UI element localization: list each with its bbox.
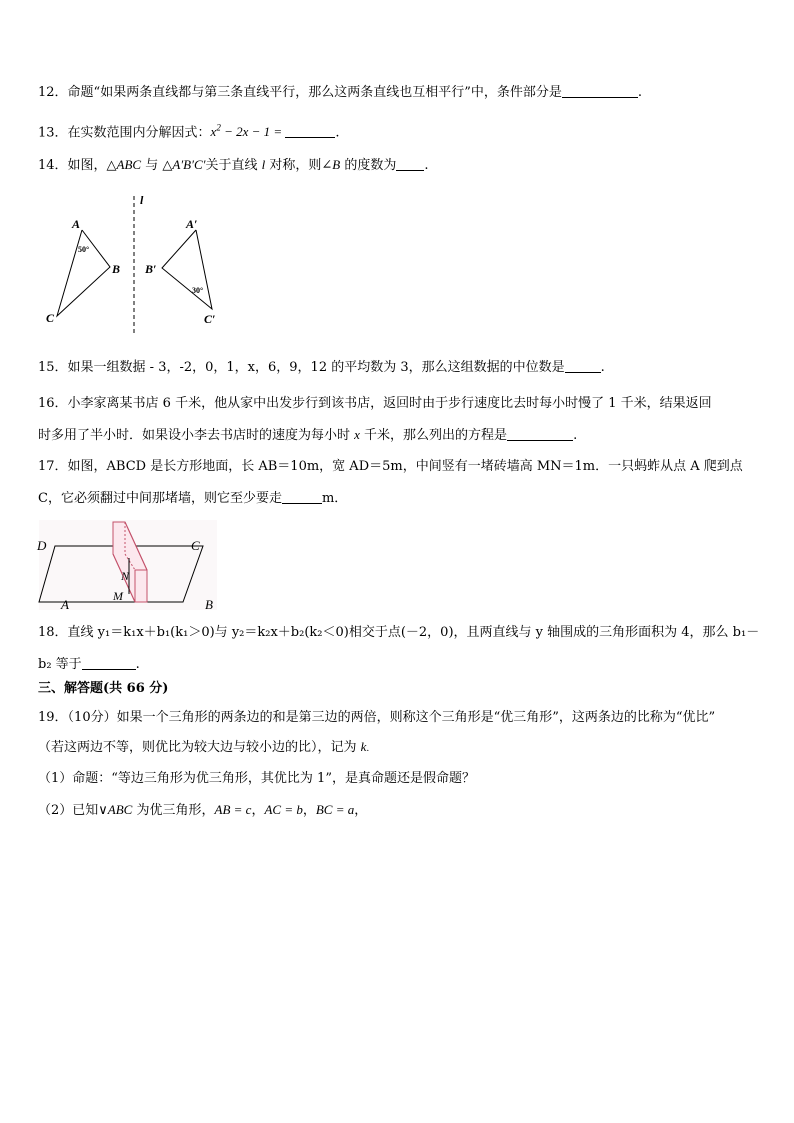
label-D: D (37, 538, 47, 553)
angle-label-50: 50° (78, 245, 90, 254)
label-C-prime: C′ (204, 312, 216, 326)
q14-figure (38, 192, 238, 337)
question-19-line1: 19．（10分）如果一个三角形的两条边的和是第三边的两倍，则称这个三角形是“优三角形”，这两条边的比称为“优比” (38, 710, 716, 725)
q13-answer-blank[interactable] (285, 123, 335, 138)
q14-answer-blank[interactable] (396, 156, 424, 171)
label-A: A (72, 217, 81, 231)
q15-text: 15．如果一组数据 - 3，-2，0，1，x，6，9，12 的平均数为 3，那么这组数据的中位数是 (38, 360, 565, 375)
question-19-sub2: （2）已知∨ABC 为优三角形，AB = c，AC = b，BC = a， (38, 802, 368, 818)
q19-triangle-abc: ∨ABC (98, 802, 133, 817)
q16-answer-blank[interactable] (507, 426, 573, 441)
q13-expression: $x^2 - 2x - 1$ = (210, 123, 286, 140)
label-A: A (61, 597, 69, 612)
q14-angle-b: ∠B (321, 157, 341, 172)
question-18-line1: 18．直线 y₁＝k₁x＋b₁(k₁＞0)与 y₂＝k₂x＋b₂(k₂＜0)相交于点(－2，0)，且两直线与 y 轴围成的三角形面积为 4，那么 b₁－ (38, 625, 760, 640)
question-19-line2: （若这两边不等，则优比为较大边与较小边的比），记为 k. (38, 739, 370, 755)
q12-answer-blank[interactable] (562, 83, 638, 98)
q19-ab-eq-c: AB = c (214, 802, 252, 817)
q12-text: 12．命题“如果两条直线都与第三条直线平行，那么这两条直线也互相平行”中，条件部分是 (38, 85, 562, 100)
label-B: B (112, 262, 121, 276)
q14-triangle-abc: △ABC (106, 157, 142, 172)
triangle-abc (57, 230, 110, 316)
q16-variable-x: x (354, 427, 360, 442)
triangle-abc-prime (162, 230, 212, 309)
question-17-line2: C，它必须翻过中间那堵墙，则它至少要走 m． (38, 491, 348, 506)
label-C: C (46, 311, 55, 325)
section-3-title: 三、解答题(共 66 分) (38, 681, 169, 696)
question-18-line2: b₂ 等于 . (38, 657, 140, 672)
label-B-prime: B′ (145, 262, 157, 276)
question-19-sub1: （1）命题：“等边三角形为优三角形，其优比为 1”，是真命题还是假命题？ (38, 771, 475, 786)
q13-end: . (335, 125, 340, 141)
q19-bc-eq-a: BC = a (315, 802, 355, 817)
label-N: N (121, 569, 130, 583)
question-12 (38, 83, 642, 102)
q12-end: . (637, 85, 642, 100)
label-A-prime: A′ (186, 217, 198, 231)
angle-label-30: 30° (192, 286, 204, 295)
q19-variable-k: k (360, 739, 367, 754)
question-14: 14．如图，△ABC 与 △A′B′C′关于直线 l 对称，则∠B 的度数为 . (38, 157, 429, 173)
label-B: B (205, 597, 213, 612)
q15-answer-blank[interactable] (565, 358, 601, 373)
question-16-line1: 16．小李家离某书店 6 千米，他从家中出发步行到该书店，返回时由于步行速度比去时每小时慢了 1 千米，结果返回 (38, 396, 712, 411)
question-16-line2: 时多用了半小时．如果设小李去书店时的速度为每小时 x 千米，那么列出的方程是 . (38, 427, 578, 443)
label-l: l (140, 193, 144, 207)
label-C: C (191, 538, 200, 553)
q14-triangle-abc-prime: △A′B′C′ (162, 157, 206, 172)
q14-line-l: l (261, 157, 266, 172)
label-M: M (113, 589, 123, 603)
q18-answer-blank[interactable] (82, 655, 136, 670)
question-17-line1: 17．如图，ABCD 是长方形地面，长 AB＝10m，宽 AD＝5m，中间竖有一堵砖墙高 MN＝1m．一只蚂蚱从点 A 爬到点 (38, 459, 743, 474)
question-13 (38, 119, 340, 142)
q13-text: 13．在实数范围内分解因式： (38, 125, 211, 141)
q17-figure (35, 518, 220, 613)
q19-ac-eq-b: AC = b (264, 802, 303, 817)
q17-answer-blank[interactable] (282, 489, 322, 504)
question-15: 15．如果一组数据 - 3，-2，0，1，x，6，9，12 的平均数为 3，那么这组数据的中位数是 . (38, 360, 605, 375)
